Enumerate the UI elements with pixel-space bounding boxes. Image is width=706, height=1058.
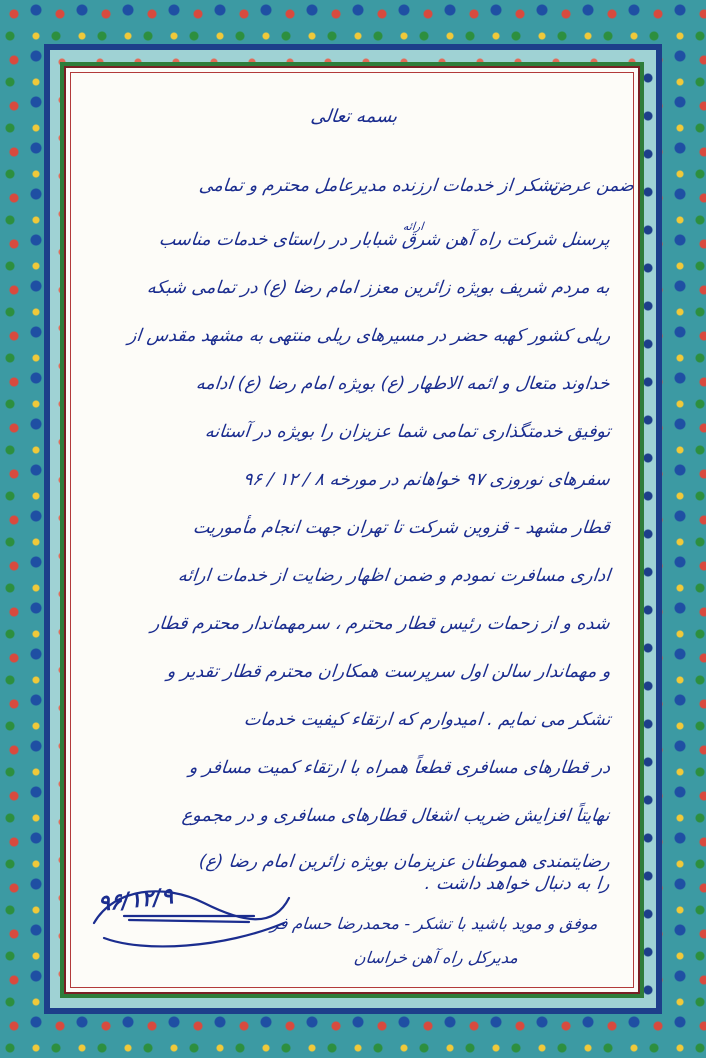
- letter-line-15: رضایتمندی هموطنان عزیزمان بویژه زائرین امام رضا (ع): [198, 852, 612, 872]
- inserted-word: ارائه: [401, 220, 424, 233]
- letter-line-10: شده و از زحمات رئیس قطار محترم ، سرمهماندار محترم قطار: [150, 614, 612, 634]
- letter-line-4: ریلی کشور کهبه حضر در مسیرهای ریلی منتهی به مشهد مقدس از: [126, 326, 612, 346]
- salutation-text: ضمن عرض: [550, 176, 636, 196]
- letter-line-8: قطار مشهد - قزوین شرکت تا تهران جهت انجام مأموریت: [191, 518, 612, 538]
- basmala-heading: بسمه تعالی: [309, 106, 399, 127]
- letter-paper: [64, 66, 640, 994]
- letter-line-3: به مردم شریف بویژه زائرین معزز امام رضا (ع) در تمامی شبکه: [146, 278, 612, 298]
- letter-line-2: پرسنل شرکت راه آهن شرق شبابار در راستای خدمات مناسب: [158, 230, 612, 250]
- letter-line-13: در قطارهای مسافری قطعاً همراه با ارتقاء کمیت مسافر و: [187, 758, 612, 778]
- closing-signoff: موفق و موید باشید با تشکر - محمدرضا حسام فر: [270, 914, 599, 933]
- letter-line-12: تشکر می نمایم . امیدوارم که ارتقاء کیفیت خدمات: [242, 710, 612, 730]
- letter-line-1: تشکر از خدمات ارزنده مدیرعامل محترم و تمامی: [198, 176, 560, 196]
- signature-date: ۹۶/۱۲/۹: [96, 884, 175, 917]
- letter-line-11: و مهماندار سالن اول سرپرست همکاران محترم قطار تقدیر و: [165, 662, 612, 682]
- letter-line-6: توفیق خدمتگذاری تمامی شما عزیزان را بویژه در آستانه: [203, 422, 612, 442]
- signer-title: مدیرکل راه آهن خراسان: [352, 948, 519, 967]
- letter-line-5: خداوند متعال و ائمه الاطهار (ع) بویژه امام رضا (ع) ادامه: [195, 374, 612, 394]
- letter-line-9: اداری مسافرت نمودم و ضمن اظهار رضایت از خدمات ارائه: [176, 566, 612, 586]
- letter-line-7: سفرهای نوروزی ۹۷ خواهانم در مورخه ۸ / ۱۲ / ۹۶: [242, 470, 612, 490]
- letter-line-14: نهایتاً افزایش ضریب اشغال قطارهای مسافری و در مجموع: [181, 806, 612, 826]
- letter-line-16: را به دنبال خواهد داشت .: [424, 874, 612, 894]
